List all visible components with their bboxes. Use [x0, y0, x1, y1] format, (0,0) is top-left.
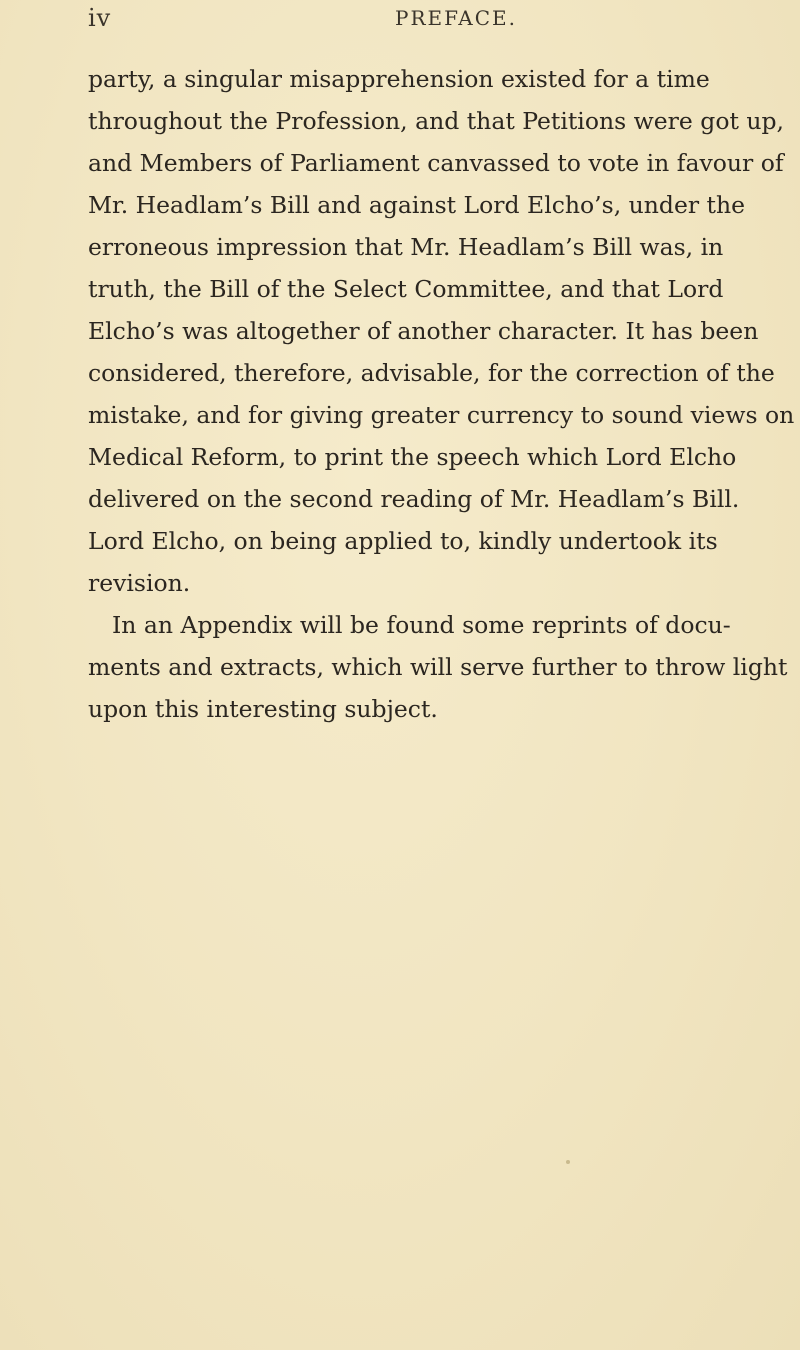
text-line: Elcho’s was altogether of another character. It has been	[88, 317, 759, 345]
text-line: ments and extracts, which will serve further to throw light	[88, 653, 788, 681]
preface-text	[88, 58, 795, 730]
text-line: mistake, and for giving greater currency to sound views on	[88, 401, 795, 429]
text-line: erroneous impression that Mr. Headlam’s Bill was, in	[88, 233, 724, 261]
text-line: delivered on the second reading of Mr. Headlam’s Bill.	[88, 485, 740, 513]
text-line: Lord Elcho, on being applied to, kindly undertook its	[88, 527, 718, 555]
text-line: and Members of Parliament canvassed to vote in favour of	[88, 149, 784, 177]
text-line: Medical Reform, to print the speech which Lord Elcho	[88, 443, 737, 471]
text-line: revision.	[88, 569, 191, 597]
paper-speck	[566, 1160, 570, 1164]
page-number: iv	[88, 4, 112, 32]
text-line: considered, therefore, advisable, for the correction of the	[88, 359, 775, 387]
text-line: upon this interesting subject.	[88, 695, 438, 723]
page-header	[0, 4, 800, 34]
text-line: Mr. Headlam’s Bill and against Lord Elcho’s, under the	[88, 191, 746, 219]
text-line: truth, the Bill of the Select Committee, and that Lord	[88, 275, 724, 303]
text-line: party, a singular misapprehension existed for a time	[88, 65, 710, 93]
running-head: PREFACE.	[395, 6, 517, 30]
text-line: throughout the Profession, and that Petitions were got up,	[88, 107, 785, 135]
text-line: In an Appendix will be found some reprints of docu-	[112, 611, 731, 639]
